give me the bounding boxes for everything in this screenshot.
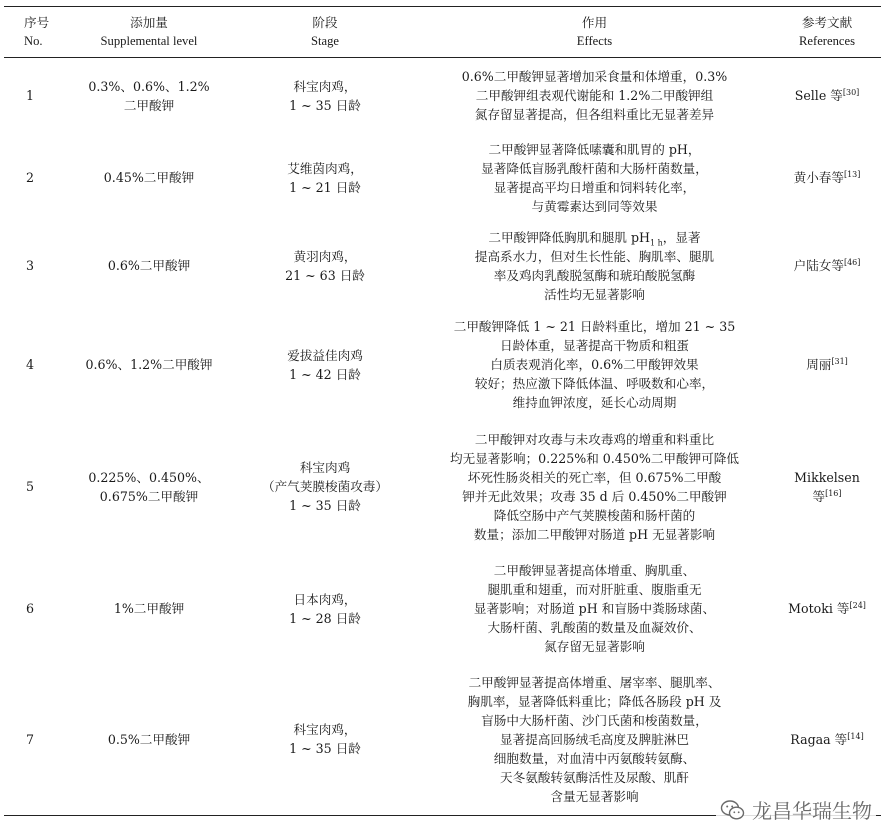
stage: 艾维茵肉鸡， 1 ~ 21 日龄: [287, 160, 363, 195]
citation-number: [31]: [831, 356, 848, 366]
header-references: 参考文献 References: [799, 15, 855, 48]
supplemental-level: 1%二甲酸钾: [113, 601, 185, 616]
citation-number: [46]: [843, 257, 861, 267]
citation-number: [13]: [843, 169, 861, 179]
supplemental-level: 0.5%二甲酸钾: [107, 731, 191, 747]
row-number: 4: [26, 357, 35, 372]
supplemental-level: 0.6%、1.2%二甲酸钾: [85, 357, 213, 372]
effects: 二甲酸钾降低胸肌和腿肌 $pH_{1 h}$，显著 提高系水力，但对生长性能、胸肌率、腿肌 率及鸡肉乳酸脱氢酶和琥珀酸脱氢酶 活性均无显著影响: [474, 229, 715, 302]
reference: Selle 等[30]: [794, 88, 860, 104]
citation-number: [14]: [847, 731, 864, 741]
row-number: 1: [26, 88, 35, 104]
row-number: 2: [26, 170, 35, 185]
stage: 科宝肉鸡， 1 ~ 35 日龄: [289, 722, 361, 757]
table-row: [4, 554, 881, 664]
supplemental-level: 0.45%二甲酸钾: [103, 170, 195, 185]
table-row: [4, 134, 881, 222]
reference: Motoki 等[24]: [788, 600, 866, 616]
reference: Ragaa 等[14]: [790, 731, 864, 747]
stage: 科宝肉鸡 （产气荚膜梭菌攻毒） 1 ~ 35 日龄: [262, 460, 388, 513]
reference: 户陆女等[46]: [793, 257, 861, 273]
row-number: 3: [26, 258, 35, 273]
effects: 二甲酸钾降低 1 ~ 21 日龄料重比，增加 21 ~ 35 日龄体重，显著提高干物质和粗蛋 白质表观消化率，0.6%二甲酸钾效果 较好；热应激下降低体温、呼吸数和心率， 维持血钾浓度，延长心动周期: [453, 319, 736, 410]
supplemental-level: 0.225%、0.450%、 0.675%二甲酸钾: [88, 469, 210, 504]
stage: 黄羽肉鸡， 21 ~ 63 日龄: [285, 248, 365, 283]
row-number: 7: [26, 731, 35, 747]
header-effects: 作用 Effects: [576, 15, 613, 48]
watermark: [716, 793, 876, 826]
data-table: [4, 6, 881, 816]
header-no: 序号 No.: [24, 15, 50, 48]
table-row: [4, 420, 881, 554]
citation-number: [24]: [849, 600, 866, 610]
stage: 科宝肉鸡， 1 ~ 35 日龄: [289, 78, 361, 113]
effects: 二甲酸钾显著提高体增重、屠宰率、腿肌率、 胸肌率，显著降低料重比；降低各肠段 pH 及 盲肠中大肠杆菌、沙门氏菌和梭菌数量， 显著提高回肠绒毛高度及脾脏淋巴 细胞数量，对血清中丙氨酸转氨酶、 天冬氨酸转氨酶活性及尿酸、肌酐 含量无显著影响: [467, 674, 722, 804]
table-header-row: [4, 7, 881, 58]
table-row: [4, 310, 881, 420]
stage: 爱拔益佳肉鸡 1 ~ 42 日龄: [287, 347, 363, 382]
effects: 0.6%二甲酸钾显著增加采食量和体增重，0.3% 二甲酸钾组表观代谢能和 1.2%二甲酸钾组 氮存留显著提高，但各组料重比无显著差异: [461, 69, 728, 123]
table-row: [4, 222, 881, 310]
reference: 周丽[31]: [806, 356, 848, 372]
reference: 黄小春等[13]: [793, 169, 861, 185]
header-stage: 阶段 Stage: [311, 15, 339, 48]
row-number: 5: [26, 479, 35, 494]
table-row: [4, 58, 881, 134]
effects: 二甲酸钾对攻毒与未攻毒鸡的增重和料重比 均无显著影响；0.225%和 0.450%二甲酸钾可降低 坏死性肠炎相关的死亡率，但 0.675%二甲酸 钾并无此效果；攻毒 35 d 后 0.450%二甲酸钾 降低空肠中产气荚膜梭菌和肠杆菌的 数量；添加二甲酸钾对肠道 pH 无显著影响: [450, 431, 739, 542]
citation-number: [16]: [825, 488, 842, 498]
stage: 日本肉鸡， 1 ~ 28 日龄: [289, 591, 361, 626]
watermark-text: 龙昌华瑞生物: [752, 799, 872, 823]
wechat-icon: [720, 797, 746, 823]
supplemental-level: 0.3%、0.6%、1.2% 二甲酸钾: [88, 78, 210, 113]
effects: 二甲酸钾显著提高体增重、胸肌重、 腿肌重和翅重，而对肝脏重、腹脂重无 显著影响；对肠道 pH 和盲肠中粪肠球菌、 大肠杆菌、乳酸菌的数量及血凝效价、 氮存留无显著影响: [473, 563, 716, 654]
supplemental-level: 0.6%二甲酸钾: [107, 258, 191, 273]
citation-number: [30]: [842, 88, 860, 98]
header-level: 添加量 Supplemental level: [100, 15, 198, 48]
row-number: 6: [26, 601, 35, 616]
effects: 二甲酸钾显著降低嗉囊和肌胃的 pH， 显著降低盲肠乳酸杆菌和大肠杆菌数量， 显著提高平均日增重和饲料转化率， 与黄霉素达到同等效果: [481, 141, 708, 214]
reference: Mikkelsen 等[16]: [794, 469, 860, 504]
